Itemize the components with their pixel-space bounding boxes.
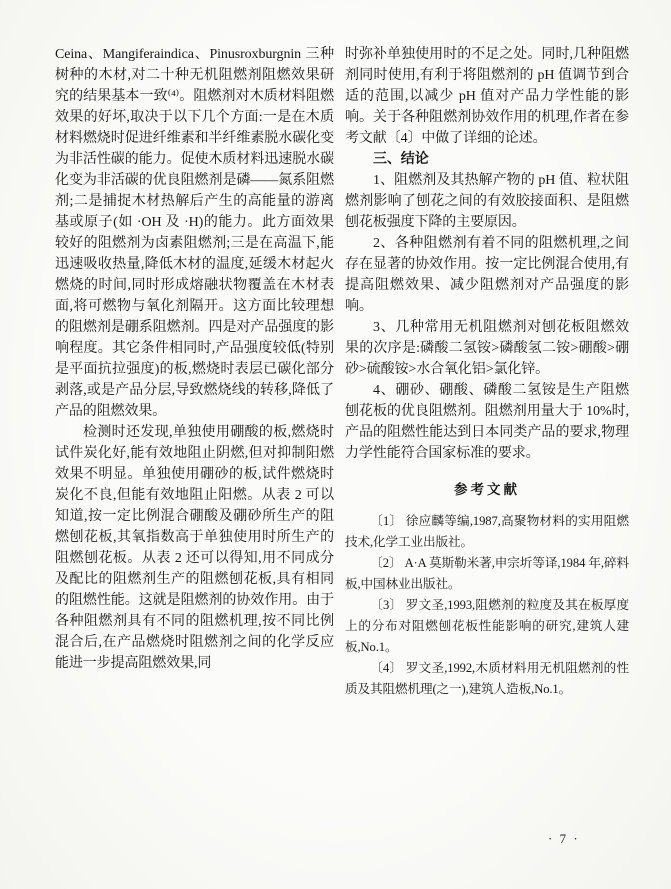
paragraph: 3、几种常用无机阻燃剂对刨花板阻燃效果的次序是:磷酸二氢铵>磷酸氢二铵>硼酸>硼砂>硫酸铵>水合氧化铝>氯化锌。 [345,320,629,377]
paragraph: 时弥补单独使用时的不足之处。同时,几种阻燃剂同时使用,有利于将阻燃剂的 pH 值调节到合适的范围,以减少 pH 值对产品力学性能的影响。关于各种阻燃剂协效作用的机理,作者在参考文献〔4〕中做了详细的论述。 [345,47,629,146]
paragraph: 2、各种阻燃剂有着不同的阻燃机理,之间存在显著的协效作用。按一定比例混合使用,有提高阻燃效果、减少阻燃剂对产品强度的影响。 [345,236,629,314]
paragraph: Ceina、Mangiferaindica、Pinusroxburgnin 三种树种的木材,对二十种无机阻燃剂阻燃效果研究的结果基本一致⁽⁴⁾。阻燃剂对木质材料阻燃效果的好坏,取决于以下几个方面:一是在木质材料燃烧时促进纤维素和半纤维素脱水碳化变为非活性碳的能力。促使木质材料迅速脱水碳化变为非活碳的优良阻燃剂是磷——氮系阻燃剂;二是捕捉木材热解后产生的高能量的游离基或原子(如 ·OH 及 ·H)的能力。此方面效果较好的阻燃剂为卤素阻燃剂;三是在高温下,能迅速吸收热量,降低木材的温度,延缓木材起火燃烧的时间,同时形成熔融状物覆盖在木材表面,将可燃物与氧化剂隔开。这方面比较理想的阻燃剂是硼系阻燃剂。四是对产品强度的影响程度。其它条件相同时,产品强度较低(特别是平面抗拉强度)的板,燃烧时表层已碳化部分剥落,或是产品分层,导致燃烧线的转移,降低了产品的阻燃效果。 [55,47,334,419]
paragraph: 检测时还发现,单独使用硼酸的板,燃烧时试件炭化好,能有效地阻止阴燃,但对抑制阳燃效果不明显。单独使用硼砂的板,试件燃烧时炭化不良,但能有效地阻止阳燃。从表 2 可以知道,按一定比例混合硼酸及硼砂所生产的阻燃刨花板,其氧指数高于单独使用时所生产的阻燃刨花板。从表 2 还可以得知,用不同成分及配比的阻燃剂生产的阻燃刨花板,具有相同的阻燃性能。这就是阻燃剂的协效作用。由于各种阻燃剂具有不同的阻燃机理,按不同比例混合后,在产品燃烧时阻燃剂之间的化学反应能进一步提高阻燃效果,同 [55,425,334,671]
paragraph: 参考文献 [454,482,520,497]
paragraph: 1、阻燃剂及其热解产物的 pH 值、粒状阻燃剂影响了刨花之间的有效胶接面积、是阻燃刨花板强度下降的主要原因。 [345,173,629,230]
paragraph: 〔4〕 罗文圣,1992,木质材料用无机阻燃剂的性质及其阻燃机理(之一),建筑人造板,No.1。 [345,661,629,696]
page-number: · 7 · [548,831,580,846]
right-column [345,44,629,700]
paragraph: 〔2〕 A·A 莫斯勒米著,申宗圻等译,1984 年,碎料板,中国林业出版社。 [345,556,629,591]
paragraph: 4、硼砂、硼酸、磷酸二氢铵是生产阻燃刨花板的优良阻燃剂。阻燃剂用量大于 10%时,产品的阻燃性能达到日本同类产品的要求,物理力学性能符合国家标准的要求。 [345,383,629,461]
left-column [55,44,334,674]
paragraph: 〔3〕 罗文圣,1993,阻燃剂的粒度及其在板厚度上的分布对阻燃刨花板性能影响的研究,建筑人建板,No.1。 [345,598,629,654]
paragraph: 〔1〕 徐应麟等编,1987,高聚物材料的实用阻燃技术,化学工业出版社。 [345,514,629,549]
paragraph: 三、结论 [373,152,429,167]
